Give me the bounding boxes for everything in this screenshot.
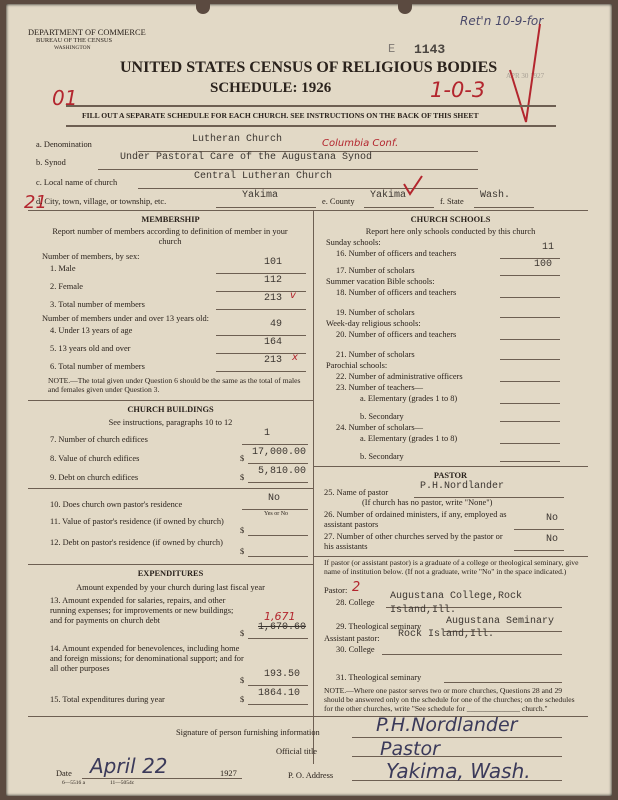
rule: [28, 400, 313, 401]
q23-label: 23. Number of teachers—: [336, 383, 423, 392]
census-schedule-sheet: [6, 4, 612, 796]
fill-line: [500, 297, 560, 298]
q4-label: 4. Under 13 years of age: [50, 326, 133, 335]
summer-label: Summer vacation Bible schools:: [326, 277, 435, 286]
denomination-label: a. Denomination: [36, 140, 92, 149]
membership-subheading: Report number of members according to definition of member in your church: [52, 227, 288, 246]
margin-note-top: Ret'n 10-9-for: [460, 14, 544, 28]
by-sex-label: Number of members, by sex:: [42, 252, 140, 261]
q9-label: 9. Debt on church edifices: [50, 473, 139, 482]
q17-label: 17. Number of scholars: [336, 266, 415, 275]
q11-label: 11. Value of pastor's residence (if owned by church): [50, 517, 224, 526]
punch-hole: [398, 2, 412, 14]
pastor-note: NOTE.—Where one pastor serves two or more churches, Questions 28 and 29 should be answered only on the schedule for one of the churches; on the schedules for the other churches, write "See schedule for ______________ church.": [324, 686, 575, 713]
fill-line: [500, 359, 560, 360]
fill-line: [216, 207, 316, 208]
q29-label: 29. Theological seminary: [336, 622, 422, 631]
q6-label: 6. Total number of members: [50, 362, 145, 371]
fill-line: [138, 188, 478, 189]
column-divider: [313, 210, 314, 764]
q12-label: 12. Debt on pastor's residence (if owned by church): [50, 538, 223, 547]
fill-line: [500, 381, 560, 382]
q18-label: 18. Number of officers and teachers: [336, 288, 457, 297]
fill-line: [216, 273, 306, 274]
q13-correction: 1,671: [264, 610, 296, 623]
q25-value: P.H.Nordlander: [420, 481, 505, 492]
fill-line: [242, 444, 308, 445]
rule: [313, 466, 588, 467]
q25-hint: (If church has no pastor, write "None"): [362, 498, 493, 507]
schedule-title: SCHEDULE: 1926: [210, 80, 332, 96]
county-label: e. County: [322, 197, 355, 206]
fill-line: [98, 169, 478, 170]
rule: [66, 105, 556, 107]
q2-label: 2. Female: [50, 282, 84, 291]
dollar-sign: $: [240, 547, 245, 556]
q23a-label: a. Elementary (grades 1 to 8): [360, 394, 458, 403]
q27-value: No: [546, 534, 559, 545]
fill-line: [500, 443, 560, 444]
weekday-label: Week-day religious schools:: [326, 319, 421, 328]
schedule-number: 1143: [414, 42, 446, 57]
fill-line: [500, 421, 560, 422]
membership-heading: MEMBERSHIP: [141, 215, 200, 224]
q1-value: 101: [264, 257, 283, 268]
q25-label: 25. Name of pastor: [324, 488, 389, 497]
fill-line: [248, 638, 308, 639]
schedule-number-prefix: E: [388, 42, 396, 56]
q14-label: 14. Amount expended for benevolences, including home and foreign missions; for denominational support; and for all other purposes: [50, 644, 244, 673]
department-label: DEPARTMENT OF COMMERCE: [28, 28, 146, 37]
q16-label: 16. Number of officers and teachers: [336, 249, 457, 258]
q24-label: 24. Number of scholars—: [336, 423, 423, 432]
margin-code-left: 01: [52, 86, 78, 110]
buildings-subheading: See instructions, paragraphs 10 to 12: [108, 418, 233, 427]
q13-label: 13. Amount expended for salaries, repairs, and other running expenses; for improvements or new buildings; and for payments on church debt: [50, 596, 234, 625]
signature: P.H.Nordlander: [376, 714, 518, 736]
q2-value: 112: [264, 275, 283, 286]
form-title: UNITED STATES CENSUS OF RELIGIOUS BODIES: [120, 59, 498, 76]
q29-value: Augustana Seminary: [446, 616, 555, 627]
official-title-label: Official title: [276, 747, 318, 756]
dollar-sign: $: [240, 695, 245, 704]
synod-label: b. Synod: [36, 158, 66, 167]
q24b-label: b. Secondary: [360, 452, 404, 461]
fill-line: [242, 509, 308, 510]
q6-value: 213: [264, 355, 283, 366]
local-name-value: Central Lutheran Church: [194, 171, 333, 182]
side-code: 21: [24, 192, 47, 213]
local-name-label: c. Local name of church: [36, 178, 118, 187]
q24a-label: a. Elementary (grades 1 to 8): [360, 434, 458, 443]
state-label: f. State: [440, 197, 464, 206]
q31-label: 31. Theological seminary: [336, 673, 422, 682]
synod-insert-note: Columbia Conf.: [322, 138, 399, 149]
q5-label: 5. 13 years old and over: [50, 344, 131, 353]
punch-hole: [196, 2, 210, 14]
q8-value: 17,000.00: [252, 447, 307, 458]
sunday-label: Sunday schools:: [326, 238, 381, 247]
dollar-sign: $: [240, 676, 245, 685]
q7-label: 7. Number of church edifices: [50, 435, 148, 444]
q15-value: 1864.10: [258, 688, 301, 699]
schools-heading: CHURCH SCHOOLS: [410, 215, 491, 224]
county-check-mark: [402, 174, 424, 198]
q26-value: No: [546, 513, 559, 524]
schools-subheading: Report here only schools conducted by this church: [365, 227, 536, 236]
date-label: Date: [56, 769, 72, 778]
q28-label: 28. College: [336, 598, 375, 607]
fill-line: [514, 550, 564, 551]
fill-line: [248, 482, 308, 483]
q16-value: 11: [542, 242, 555, 253]
by-age-label: Number of members under and over 13 years old:: [42, 314, 209, 323]
pastor-sublabel: Pastor:: [324, 586, 348, 595]
fill-line: [500, 461, 560, 462]
rule: [313, 556, 588, 557]
rule: [28, 564, 313, 565]
membership-note: NOTE.—The total given under Question 6 should be the same as the total of males and females given under Question 3.: [48, 376, 301, 394]
q3-check: v: [290, 290, 296, 301]
fill-line: [444, 682, 562, 683]
denomination-value: Lutheran Church: [192, 134, 283, 145]
q27-label: 27. Number of other churches served by the pastor or his assistants: [324, 532, 503, 551]
rule: [66, 125, 556, 127]
fill-line: [248, 556, 308, 557]
date-value: April 22: [90, 754, 168, 778]
q23b-label: b. Secondary: [360, 412, 404, 421]
q10-value: No: [268, 493, 281, 504]
fill-line: [500, 317, 560, 318]
fill-line: [500, 339, 560, 340]
q15-label: 15. Total expenditures during year: [50, 695, 165, 704]
assistant-label: Assistant pastor:: [324, 634, 380, 643]
fill-line: [216, 371, 306, 372]
q28-value: Augustana College,Rock Island,Ill.: [390, 591, 523, 616]
q1-label: 1. Male: [50, 264, 76, 273]
pastor-heading: PASTOR: [433, 471, 468, 480]
instruction-line: FILL OUT A SEPARATE SCHEDULE FOR EACH CHURCH. SEE INSTRUCTIONS ON THE BACK OF THIS SHEET: [82, 111, 479, 120]
signature-label: Signature of person furnishing information: [176, 728, 320, 737]
q30-label: 30. College: [336, 645, 375, 654]
q26-label: 26. Number of ordained ministers, if any, employed as assistant pastors: [324, 510, 507, 529]
q5-value: 164: [264, 337, 283, 348]
q13-value: 1,670.60: [258, 622, 307, 633]
city-field-label: d. City, town, village, or township, etc.: [36, 197, 167, 206]
q17-value: 100: [534, 259, 553, 270]
synod-value: Under Pastoral Care of the Augustana Synod: [120, 152, 373, 163]
official-title-value: Pastor: [380, 738, 440, 760]
dollar-sign: $: [240, 629, 245, 638]
q19-label: 19. Number of scholars: [336, 308, 415, 317]
dollar-sign: $: [240, 454, 245, 463]
yes-or-no-hint: Yes or No: [264, 511, 289, 517]
expenditures-subheading: Amount expended by your church during last fiscal year: [76, 583, 265, 592]
q22-label: 22. Number of administrative officers: [336, 372, 463, 381]
fill-line: [500, 403, 560, 404]
fill-line: [514, 529, 564, 530]
q6-check: x: [292, 352, 298, 363]
fill-line: [82, 778, 242, 779]
buildings-heading: CHURCH BUILDINGS: [127, 405, 214, 414]
city-label: WASHINGTON: [54, 45, 91, 51]
q14-value: 193.50: [264, 669, 301, 680]
q10-label: 10. Does church own pastor's residence: [50, 500, 183, 509]
q3-label: 3. Total number of members: [50, 300, 145, 309]
date-year: 1927: [220, 769, 237, 778]
print-code: 11—5054c: [110, 780, 135, 786]
dollar-sign: $: [240, 526, 245, 535]
q3-value: 213: [264, 293, 283, 304]
q20-label: 20. Number of officers and teachers: [336, 330, 457, 339]
graduate-note: If pastor (or assistant pastor) is a graduate of a college or theological seminary, give name of institution below. (If not a graduate, write "No" in the space indicated.): [324, 558, 579, 576]
fill-line: [474, 207, 534, 208]
bureau-label: BUREAU OF THE CENSUS: [36, 37, 113, 44]
fill-line: [382, 654, 562, 655]
fill-line: [248, 463, 308, 464]
state-value: Wash.: [480, 190, 511, 201]
red-check-mark: [506, 18, 546, 128]
assistant-value: Rock Island,Ill.: [398, 629, 495, 640]
fill-line: [364, 207, 434, 208]
fill-line: [216, 335, 306, 336]
expenditures-heading: EXPENDITURES: [137, 569, 204, 578]
pastor-mark: 2: [352, 580, 361, 595]
address-value: Yakima, Wash.: [386, 759, 531, 783]
fill-line: [216, 309, 306, 310]
rule: [28, 488, 313, 489]
form-code: 6—5516 a: [62, 780, 86, 786]
city-value: Yakima: [242, 190, 279, 201]
q21-label: 21. Number of scholars: [336, 350, 415, 359]
q8-label: 8. Value of church edifices: [50, 454, 140, 463]
fill-line: [248, 685, 308, 686]
fill-line: [248, 704, 308, 705]
q9-value: 5,810.00: [258, 466, 307, 477]
county-value: Yakima: [370, 190, 407, 201]
dollar-sign: $: [240, 473, 245, 482]
q4-value: 49: [270, 319, 283, 330]
address-label: P. O. Address: [288, 771, 334, 780]
fill-line: [500, 275, 560, 276]
q7-value: 1: [264, 428, 271, 439]
rule: [28, 210, 588, 211]
parochial-label: Parochial schools:: [326, 361, 388, 370]
fill-line: [248, 535, 308, 536]
margin-code-right: 1-0-3: [430, 78, 486, 102]
received-stamp: APR 30 1927: [506, 72, 545, 80]
